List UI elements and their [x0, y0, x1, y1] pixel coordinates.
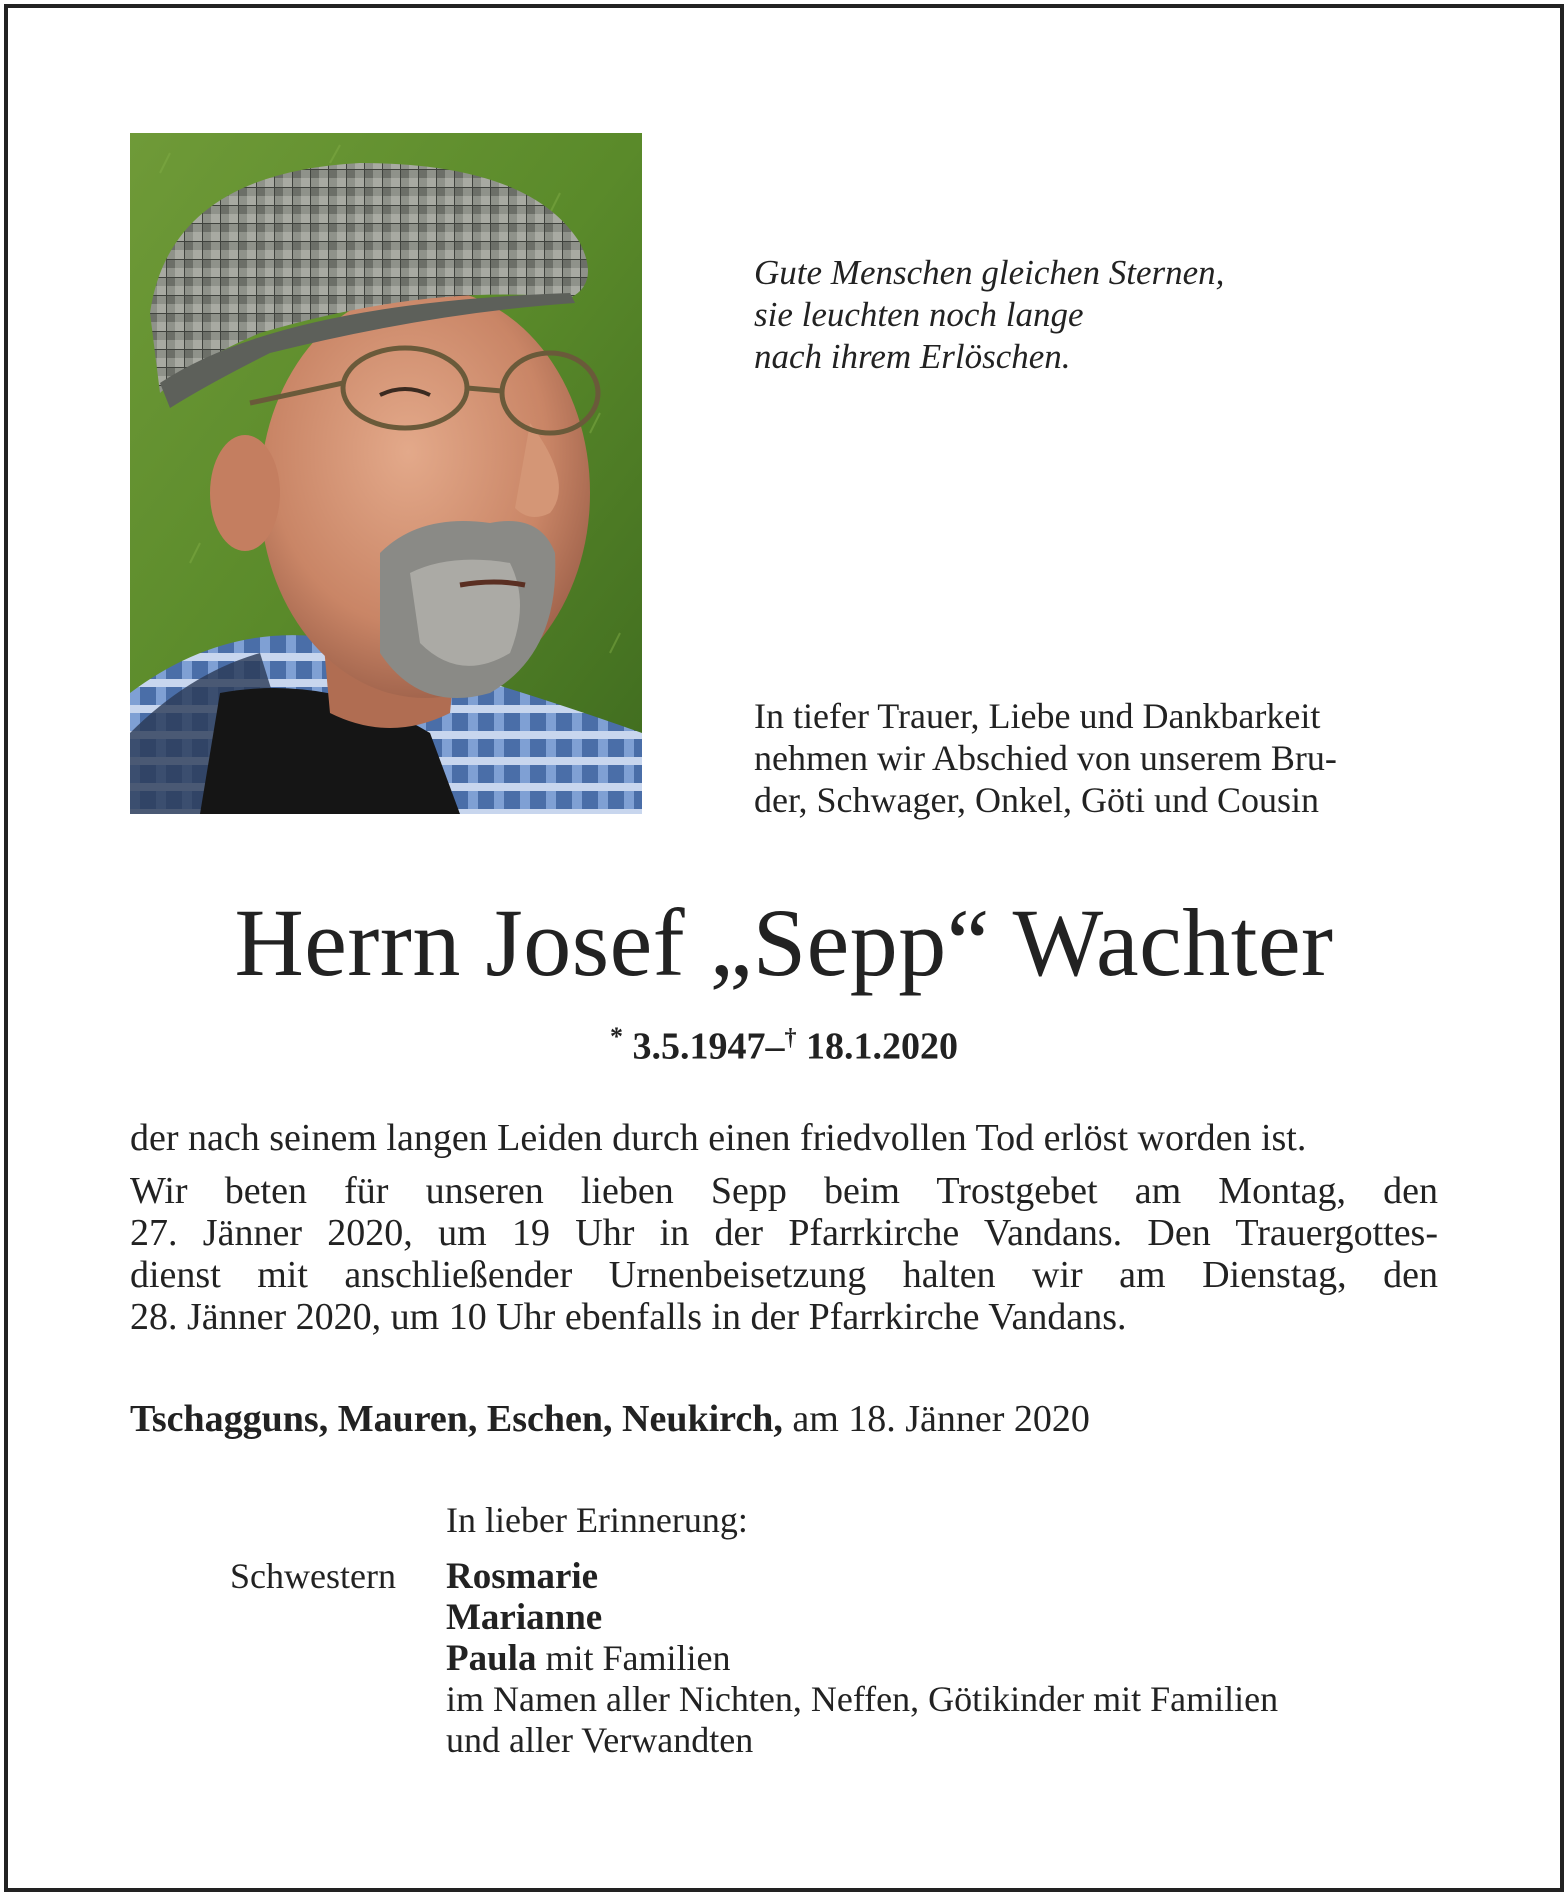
- paragraph-line: 27. Jänner 2020, um 19 Uhr in der Pfarrkirche Vandans. Den Trauergottes-: [130, 1212, 1438, 1254]
- memory-heading: In lieber Erinnerung:: [446, 1500, 748, 1540]
- quote-line: sie leuchten noch lange: [754, 295, 1084, 334]
- sister-name: Paula: [446, 1638, 537, 1679]
- family-list: [446, 1556, 1446, 1761]
- service-paragraph: [130, 1170, 1438, 1338]
- relatives-line: im Namen aller Nichten, Neffen, Götikinder mit Familien: [446, 1679, 1279, 1719]
- deceased-name: Herrn Josef „Sepp“ Wachter: [234, 889, 1334, 996]
- birth-date: 3.5.1947: [632, 1025, 766, 1068]
- quote-line: Gute Menschen gleichen Sternen,: [754, 253, 1225, 292]
- sisters-label: Schwestern: [230, 1556, 396, 1596]
- quote-block: [754, 252, 1454, 378]
- birth-mark: *: [610, 1022, 623, 1051]
- intro-line: In tiefer Trauer, Liebe und Dankbarkeit: [754, 696, 1321, 736]
- date-separator: –: [765, 1025, 785, 1068]
- death-mark: †: [784, 1025, 797, 1051]
- paragraph-line: 28. Jänner 2020, um 10 Uhr ebenfalls in der Pfarrkirche Vandans.: [130, 1296, 1127, 1338]
- paragraph-line: dienst mit anschließender Urnenbeisetzung halten wir am Dienstag, den: [130, 1254, 1438, 1296]
- sister-name: Marianne: [446, 1597, 603, 1638]
- quote-line: nach ihrem Erlöschen.: [754, 337, 1071, 376]
- intro-line: nehmen wir Abschied von unserem Bru-: [754, 738, 1337, 778]
- life-dates: [0, 1015, 1568, 1069]
- death-date: 18.1.2020: [806, 1025, 958, 1068]
- family-suffix: mit Familien: [545, 1638, 731, 1678]
- sister-name: Rosmarie: [446, 1556, 599, 1597]
- place-names: Tschagguns, Mauren, Eschen, Neukirch,: [130, 1398, 783, 1440]
- intro-line: der, Schwager, Onkel, Göti und Cousin: [754, 780, 1320, 820]
- notice-date: am 18. Jänner 2020: [792, 1398, 1090, 1440]
- places-date-line: [130, 1397, 1460, 1441]
- portrait-photo: [130, 133, 642, 814]
- paragraph-line: Wir beten für unseren lieben Sepp beim Trostgebet am Montag, den: [130, 1170, 1438, 1212]
- relatives-line: und aller Verwandten: [446, 1720, 754, 1760]
- intro-block: [754, 695, 1474, 821]
- body-first-line: der nach seinem langen Leiden durch einen friedvollen Tod erlöst worden ist.: [130, 1117, 1307, 1159]
